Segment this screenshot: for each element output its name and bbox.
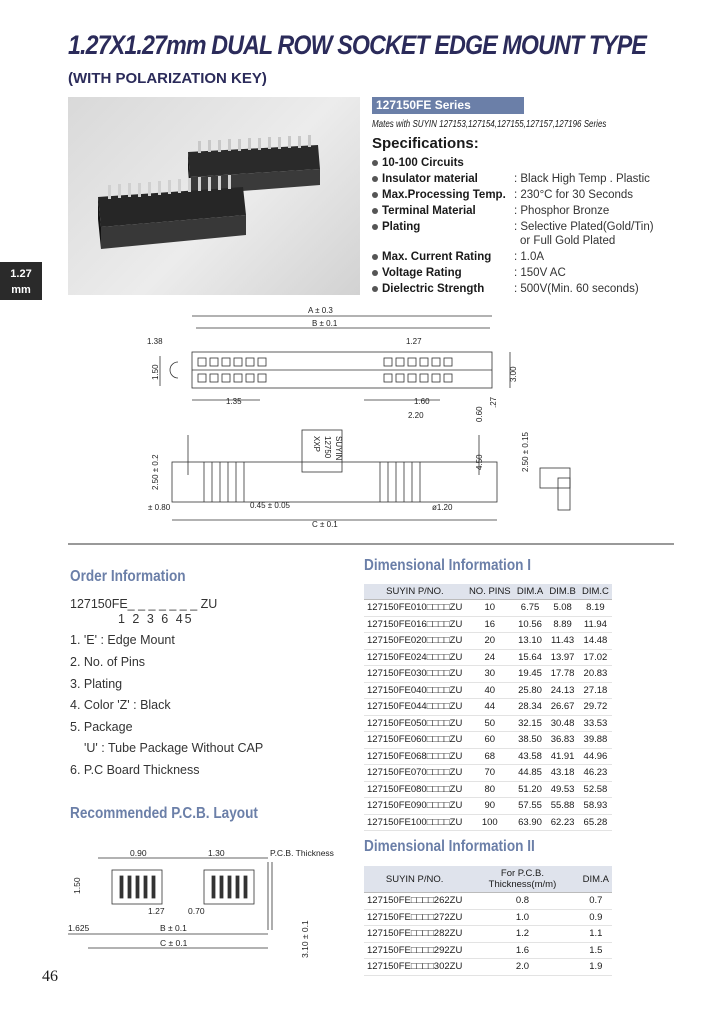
table-row xyxy=(364,715,612,732)
dim-160: 1.60 xyxy=(414,397,430,406)
order-item: 'U' : Tube Package Without CAP xyxy=(84,741,264,755)
value-cell: 43.18 xyxy=(546,765,579,782)
col-header: DIM.A xyxy=(514,584,547,600)
value-cell: 33.53 xyxy=(579,715,612,732)
pcb-thickness-label: P.C.B. Thickness xyxy=(270,848,334,858)
table-row xyxy=(364,893,612,910)
order-item: 4. Color 'Z' : Black xyxy=(70,698,171,712)
dim-060: 0.60 xyxy=(475,406,484,422)
value-cell: 50 xyxy=(466,715,514,732)
order-code: 127150FE_ _ _ _ _ _ _ ZU xyxy=(70,597,218,611)
table-row xyxy=(364,649,612,666)
value-cell: 30.48 xyxy=(546,715,579,732)
value-cell: 26.67 xyxy=(546,699,579,716)
part-number-cell: 127150FE□□□□292ZU xyxy=(364,942,465,959)
spec-row: Insulator material : Black High Temp . Plastic xyxy=(372,173,650,185)
value-cell: 25.80 xyxy=(514,682,547,699)
section-divider xyxy=(68,543,674,545)
value-cell: 29.72 xyxy=(579,699,612,716)
value-cell: 10.56 xyxy=(514,616,547,633)
order-info-heading: Order Information xyxy=(70,568,186,585)
bullet-icon xyxy=(372,270,378,276)
value-cell: 20 xyxy=(466,633,514,650)
value-cell: 8.89 xyxy=(546,616,579,633)
table-row xyxy=(364,600,612,617)
value-cell: 27.18 xyxy=(579,682,612,699)
value-cell: 58.93 xyxy=(579,798,612,815)
dim-450: 4.50 xyxy=(475,454,484,470)
table-row xyxy=(364,616,612,633)
value-cell: 65.28 xyxy=(579,814,612,831)
pcb-layout-heading: Recommended P.C.B. Layout xyxy=(70,805,258,822)
value-cell: 32.15 xyxy=(514,715,547,732)
dim-info-1-heading: Dimensional Information I xyxy=(364,557,531,574)
table-row xyxy=(364,959,612,976)
dim-135: 1.35 xyxy=(226,397,242,406)
value-cell: 68 xyxy=(466,748,514,765)
value-cell: 49.53 xyxy=(546,781,579,798)
order-code-positions: 1 2 3 6 45 xyxy=(118,612,194,626)
part-number-cell: 127150FE□□□□282ZU xyxy=(364,926,465,943)
value-cell: 6.75 xyxy=(514,600,547,617)
table-row xyxy=(364,926,612,943)
spec-row: Terminal Material : Phosphor Bronze xyxy=(372,205,609,217)
part-number-cell: 127150FE100□□□□ZU xyxy=(364,814,466,831)
spec-row: Max.Processing Temp. : 230°C for 30 Seconds xyxy=(372,189,633,201)
value-cell: 14.48 xyxy=(579,633,612,650)
value-cell: 11.43 xyxy=(546,633,579,650)
dim-127: 1.27 xyxy=(406,337,422,346)
order-item: 6. P.C Board Thickness xyxy=(70,763,200,777)
series-label: 127150FE Series xyxy=(372,97,524,114)
spec-row-continuation: or Full Gold Plated xyxy=(520,235,616,247)
part-number-cell: 127150FE010□□□□ZU xyxy=(364,600,466,617)
bullet-icon xyxy=(372,224,378,230)
col-header: SUYIN P/NO. xyxy=(364,584,466,600)
pcb-dim-150: 1.50 xyxy=(72,877,82,894)
page-title: 1.27X1.27mm DUAL ROW SOCKET EDGE MOUNT TYPE xyxy=(68,30,647,60)
dim-138: 1.38 xyxy=(147,337,163,346)
value-cell: 63.90 xyxy=(514,814,547,831)
col-header: For P.C.B. Thickness(m/m) xyxy=(465,866,579,893)
pcb-dim-b: B ± 0.1 xyxy=(160,923,187,933)
value-cell: 24 xyxy=(466,649,514,666)
product-photo xyxy=(68,97,360,295)
dim-150: 1.50 xyxy=(151,364,160,380)
value-cell: 90 xyxy=(466,798,514,815)
col-header: DIM.C xyxy=(579,584,612,600)
value-cell: 62.23 xyxy=(546,814,579,831)
value-cell: 46.23 xyxy=(579,765,612,782)
marking-series: 12750 xyxy=(323,436,332,459)
table-row xyxy=(364,682,612,699)
value-cell: 8.19 xyxy=(579,600,612,617)
value-cell: 44.85 xyxy=(514,765,547,782)
dim-250-b: 2.50 ± 0.15 xyxy=(521,432,530,472)
value-cell: 100 xyxy=(466,814,514,831)
part-number-cell: 127150FE090□□□□ZU xyxy=(364,798,466,815)
part-number-cell: 127150FE020□□□□ZU xyxy=(364,633,466,650)
value-cell: 41.91 xyxy=(546,748,579,765)
dim-300: 3.00 xyxy=(509,366,518,382)
technical-drawing xyxy=(130,300,600,535)
dim-b: B ± 0.1 xyxy=(312,319,338,328)
order-item: 5. Package xyxy=(70,720,133,734)
value-cell: 1.5 xyxy=(580,942,612,959)
connector-illustration xyxy=(68,97,360,295)
bullet-icon xyxy=(372,176,378,182)
bullet-icon xyxy=(372,254,378,260)
value-cell: 52.58 xyxy=(579,781,612,798)
part-number-cell: 127150FE024□□□□ZU xyxy=(364,649,466,666)
col-header: SUYIN P/NO. xyxy=(364,866,465,893)
part-number-cell: 127150FE016□□□□ZU xyxy=(364,616,466,633)
table-row xyxy=(364,781,612,798)
part-number-cell: 127150FE□□□□302ZU xyxy=(364,959,465,976)
bullet-icon xyxy=(372,286,378,292)
table-row xyxy=(364,633,612,650)
value-cell: 1.2 xyxy=(465,926,579,943)
dim-027: .27 xyxy=(489,396,498,408)
table-row xyxy=(364,732,612,749)
value-cell: 44 xyxy=(466,699,514,716)
spec-row: 10-100 Circuits xyxy=(372,157,514,169)
spec-row: Max. Current Rating : 1.0A xyxy=(372,251,544,263)
value-cell: 24.13 xyxy=(546,682,579,699)
value-cell: 17.78 xyxy=(546,666,579,683)
bullet-icon xyxy=(372,160,378,166)
value-cell: 70 xyxy=(466,765,514,782)
pitch-side-tab xyxy=(0,262,42,300)
value-cell: 2.0 xyxy=(465,959,579,976)
table-row xyxy=(364,942,612,959)
value-cell: 57.55 xyxy=(514,798,547,815)
pcb-layout-drawing xyxy=(68,840,358,970)
dim-c: C ± 0.1 xyxy=(312,520,338,529)
value-cell: 0.9 xyxy=(580,909,612,926)
part-number-cell: 127150FE068□□□□ZU xyxy=(364,748,466,765)
value-cell: 1.1 xyxy=(580,926,612,943)
pcb-dim-310: 3.10 ± 0.1 xyxy=(300,920,310,958)
value-cell: 80 xyxy=(466,781,514,798)
part-number-cell: 127150FE070□□□□ZU xyxy=(364,765,466,782)
marking-brand: SUYIN xyxy=(334,436,343,461)
table-row xyxy=(364,798,612,815)
table-row xyxy=(364,666,612,683)
specifications-heading: Specifications: xyxy=(372,135,479,152)
part-number-cell: 127150FE060□□□□ZU xyxy=(364,732,466,749)
pcb-dim-090: 0.90 xyxy=(130,848,147,858)
value-cell: 38.50 xyxy=(514,732,547,749)
page-subtitle: (WITH POLARIZATION KEY) xyxy=(68,70,267,87)
value-cell: 10 xyxy=(466,600,514,617)
value-cell: 36.83 xyxy=(546,732,579,749)
value-cell: 28.34 xyxy=(514,699,547,716)
value-cell: 1.0 xyxy=(465,909,579,926)
col-header: DIM.A xyxy=(580,866,612,893)
table-row xyxy=(364,748,612,765)
value-cell: 60 xyxy=(466,732,514,749)
pcb-dim-c: C ± 0.1 xyxy=(160,938,188,948)
value-cell: 1.6 xyxy=(465,942,579,959)
bullet-icon xyxy=(372,208,378,214)
table-row xyxy=(364,814,612,831)
value-cell: 40 xyxy=(466,682,514,699)
order-item: 2. No. of Pins xyxy=(70,655,146,669)
table-row xyxy=(364,699,612,716)
pcb-dim-1625: 1.625 xyxy=(68,923,90,933)
value-cell: 44.96 xyxy=(579,748,612,765)
part-number-cell: 127150FE050□□□□ZU xyxy=(364,715,466,732)
value-cell: 5.08 xyxy=(546,600,579,617)
value-cell: 20.83 xyxy=(579,666,612,683)
table-row xyxy=(364,765,612,782)
spec-row: Voltage Rating : 150V AC xyxy=(372,267,566,279)
value-cell: 15.64 xyxy=(514,649,547,666)
dim-info-2-table xyxy=(364,866,612,976)
page-number: 46 xyxy=(42,968,58,985)
value-cell: 30 xyxy=(466,666,514,683)
value-cell: 13.97 xyxy=(546,649,579,666)
table-row xyxy=(364,909,612,926)
col-header: DIM.B xyxy=(546,584,579,600)
value-cell: 1.9 xyxy=(580,959,612,976)
table-header-row xyxy=(364,866,612,893)
pcb-dim-127: 1.27 xyxy=(148,906,165,916)
dim-info-1-table xyxy=(364,584,612,831)
col-header: NO. PINS xyxy=(466,584,514,600)
marking-pins: XXP xyxy=(312,436,321,453)
value-cell: 51.20 xyxy=(514,781,547,798)
dim-045: 0.45 ± 0.05 xyxy=(250,501,290,510)
value-cell: 55.88 xyxy=(546,798,579,815)
table-header-row xyxy=(364,584,612,600)
value-cell: 39.88 xyxy=(579,732,612,749)
value-cell: 13.10 xyxy=(514,633,547,650)
value-cell: 0.7 xyxy=(580,893,612,910)
dim-080: ± 0.80 xyxy=(148,503,171,512)
side-tab-pitch: 1.27 xyxy=(10,268,32,280)
connector-back xyxy=(188,135,320,195)
dim-220: 2.20 xyxy=(408,411,424,420)
part-number-cell: 127150FE030□□□□ZU xyxy=(364,666,466,683)
pcb-dim-070: 0.70 xyxy=(188,906,205,916)
value-cell: 43.58 xyxy=(514,748,547,765)
dim-250-a: 2.50 ± 0.2 xyxy=(151,454,160,490)
dim-info-2-heading: Dimensional Information II xyxy=(364,838,535,855)
dim-a: A ± 0.3 xyxy=(308,306,333,315)
order-item: 3. Plating xyxy=(70,677,123,691)
part-number-cell: 127150FE040□□□□ZU xyxy=(364,682,466,699)
part-number-cell: 127150FE□□□□272ZU xyxy=(364,909,465,926)
order-item: 1. 'E' : Edge Mount xyxy=(70,633,175,647)
part-number-cell: 127150FE044□□□□ZU xyxy=(364,699,466,716)
value-cell: 11.94 xyxy=(579,616,612,633)
value-cell: 0.8 xyxy=(465,893,579,910)
dim-120: ø1.20 xyxy=(432,503,453,512)
value-cell: 17.02 xyxy=(579,649,612,666)
part-number-cell: 127150FE□□□□262ZU xyxy=(364,893,465,910)
pcb-dim-130: 1.30 xyxy=(208,848,225,858)
mates-with-note: Mates with SUYIN 127153,127154,127155,127157,127196 Series xyxy=(372,119,607,130)
spec-row: Dielectric Strength : 500V(Min. 60 seconds) xyxy=(372,283,639,295)
side-tab-unit: mm xyxy=(11,284,31,296)
spec-row: Plating : Selective Plated(Gold/Tin) xyxy=(372,221,654,233)
bullet-icon xyxy=(372,192,378,198)
value-cell: 19.45 xyxy=(514,666,547,683)
part-number-cell: 127150FE080□□□□ZU xyxy=(364,781,466,798)
value-cell: 16 xyxy=(466,616,514,633)
